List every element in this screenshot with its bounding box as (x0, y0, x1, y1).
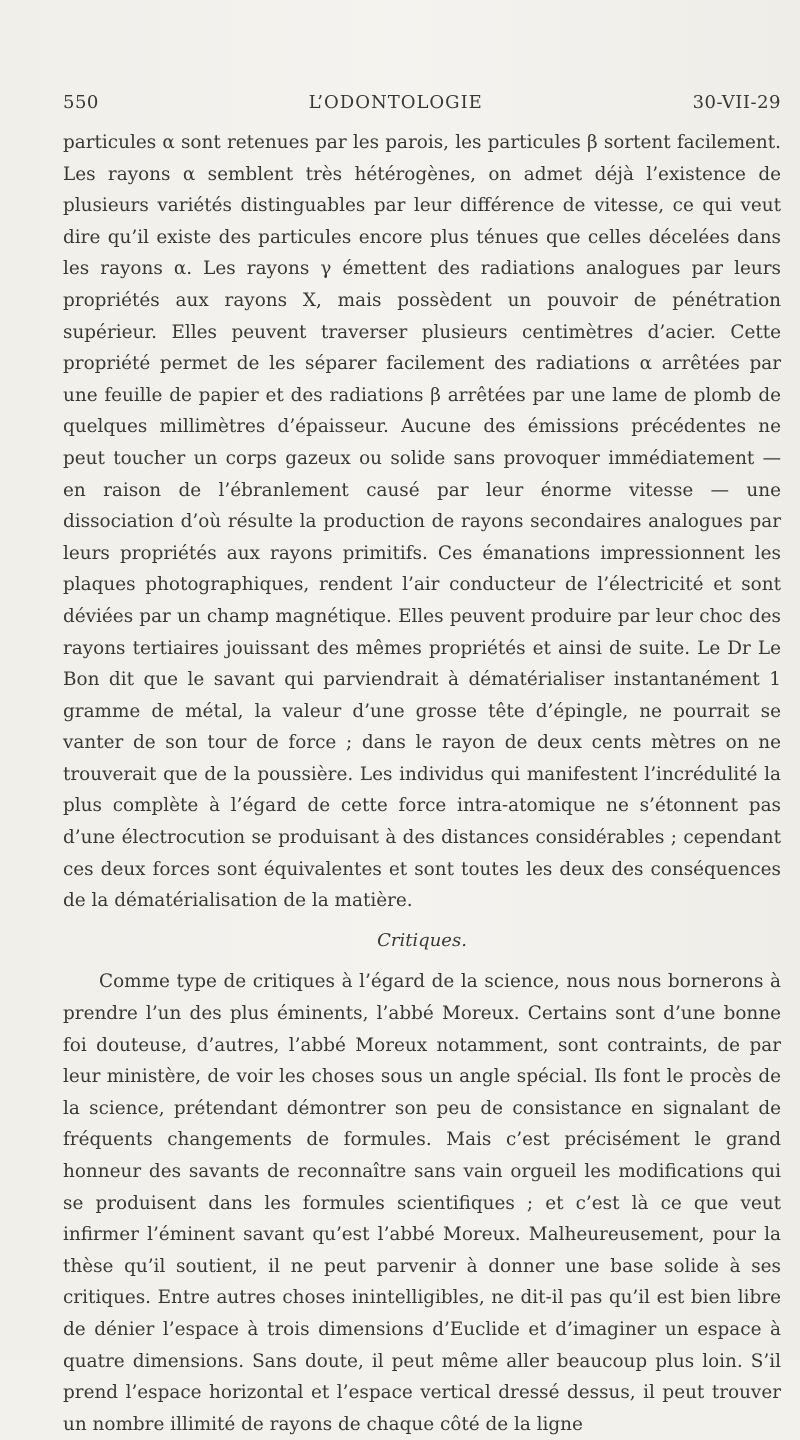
running-header (63, 92, 781, 118)
journal-title: L’ODONTOLOGIE (308, 92, 483, 113)
paragraph-critiques: Comme type de critiques à l’égard de la science, nous nous bornerons à prendre l’un des plus éminents, l’abbé Moreux. Certains sont d’une bonne foi douteuse, d’autres, l’abbé Moreux notamment, sont contraints, de par leur ministère, de voir les choses sous un angle spécial. Ils font le procès de la science, prétendant démontrer son peu de consistance en signalant de fréquents changements de formules. Mais c’est précisément le grand honneur des savants de reconnaître sans vain orgueil les modifications qui se produisent dans les formules scientifiques ; et c’est là ce que veut infirmer l’éminent savant qu’est l’abbé Moreux. Malheureusement, pour la thèse qu’il soutient, il ne peut parvenir à donner une base solide à ses critiques. Entre autres choses inintelligibles, ne dit-il pas qu’il est bien libre de dénier l’espace à trois dimensions d’Euclide et d’imaginer un espace à quatre dimensions. Sans doute, il peut même aller beaucoup plus loin. S’il prend l’espace horizontal et l’espace vertical dressé dessus, il peut trouver un nombre illimité de rayons de chaque côté de la ligne (63, 971, 781, 1435)
issue-date: 30-VII-29 (692, 92, 781, 113)
paragraph-continued: particules α sont retenues par les parois, les particules β sortent facilement. Les rayons α semblent très hétérogènes, on admet déjà l’existence de plusieurs variétés distinguables par leur différence de vitesse, ce qui veut dire qu’il existe des particules encore plus ténues que celles décelées dans les rayons α. Les rayons γ émettent des radiations analogues par leurs propriétés aux rayons X, mais possèdent un pouvoir de pénétration supérieur. Elles peuvent traverser plusieurs centimètres d’acier. Cette propriété permet de les séparer facilement des radiations α arrêtées par une feuille de papier et des radiations β arrêtées par une lame de plomb de quelques millimètres d’épaisseur. Aucune des émissions précédentes ne peut toucher un corps gazeux ou solide sans provoquer immédiatement — en raison de l’ébranlement causé par leur énorme vitesse — une dissociation d’où résulte la production de rayons secondaires analogues par leurs propriétés aux rayons primitifs. Ces émanations impressionnent les plaques photographiques, rendent l’air conducteur de l’électricité et sont déviées par un champ magnétique. Elles peuvent produire par leur choc des rayons tertiaires jouissant des mêmes propriétés et ainsi de suite. Le Dr Le Bon dit que le savant qui parviendrait à dématérialiser instantanément 1 gramme de métal, la valeur d’une grosse tête d’épingle, ne pourrait se vanter de son tour de force ; dans le rayon de deux cents mètres on ne trouverait que de la poussière. Les individus qui manifestent l’incrédulité la plus complète à l’égard de cette force intra-atomique ne s’étonnent pas d’une électrocution se produisant à des distances considérables ; cependant ces deux forces sont équivalentes et sont toutes les deux des conséquences de la dématérialisation de la matière. (63, 132, 781, 912)
page-number: 550 (63, 92, 99, 113)
section-heading: Critiques. (377, 929, 467, 951)
body-text (63, 127, 781, 1440)
